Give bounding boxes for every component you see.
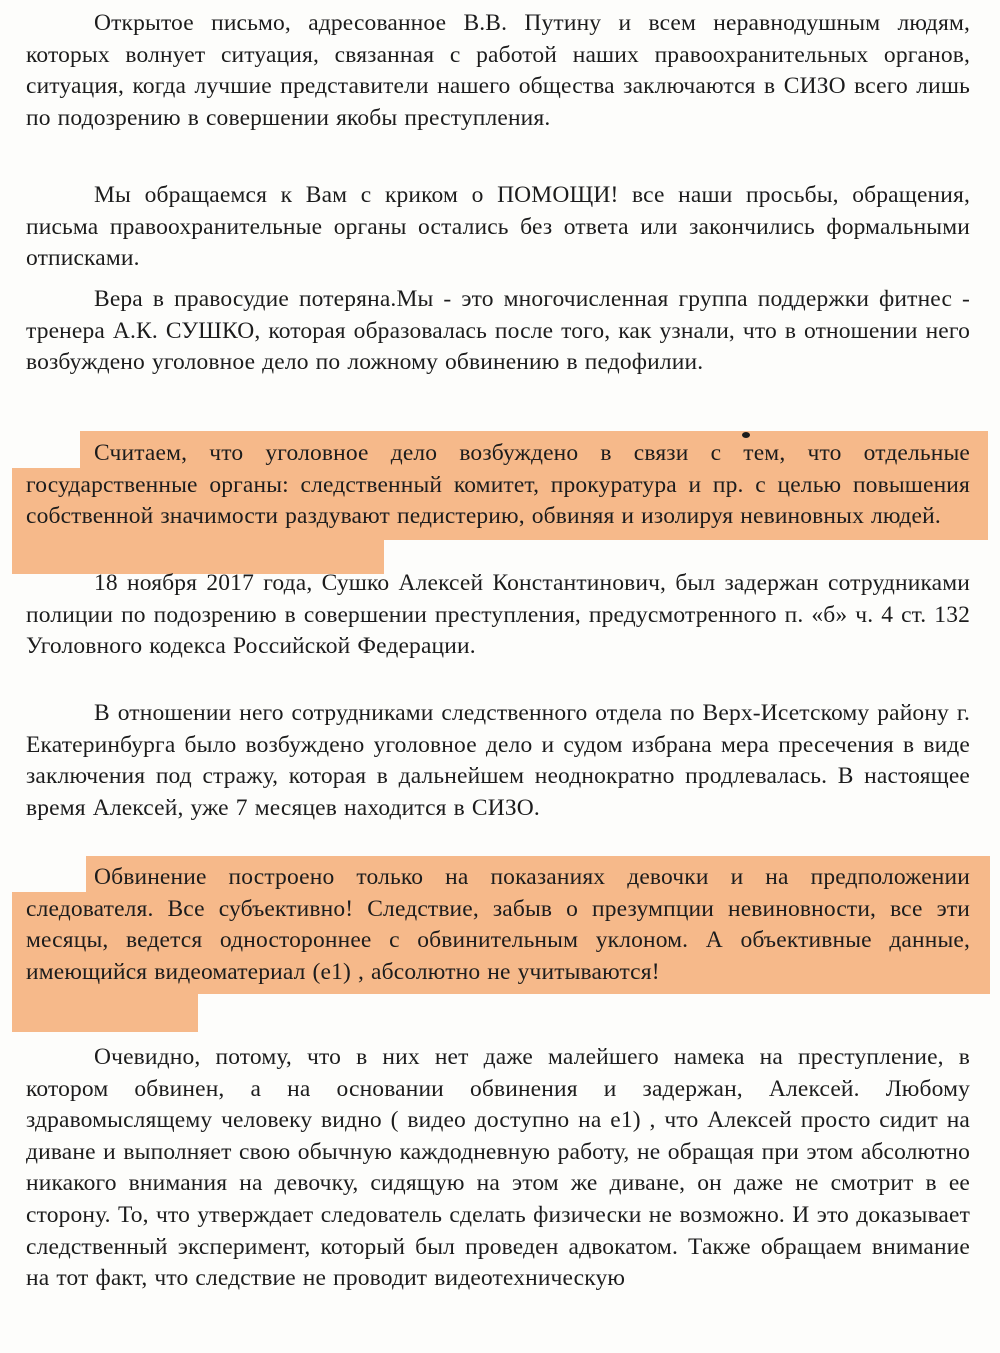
paragraph-open-letter: Открытое письмо, адресованное В.В. Путину и всем неравнодушным людям, которых волнует ситуация, связанная с работой наших правоохранительных органов, ситуация, когда лучшие представители нашего общества заключаются в СИЗО всего лишь по подозрению в совершении якобы преступления. <box>26 10 970 131</box>
paragraph-plea-for-help: Мы обращаемся к Вам с криком о ПОМОЩИ! все наши просьбы, обращения, письма правоохранительные органы остались без ответа или закончились формальными отписками. <box>26 182 970 272</box>
paragraph-video-evidence: Очевидно, потому, что в них нет даже малейшего намека на преступление, в котором обвинен, а на основании обвинения и задержан, Алексей. Любому здравомыслящему человеку видно ( видео доступно на е1) , что Алексей просто сидит на диване и выполняет свою обычную каждодневную работу, не обращая при этом абсолютно никакого внимания на девочку, сидящую на этом же диване, он даже не смотрит в ее сторону. То, что утверждает следователь сделать физически не возможно. И это доказывает следственный эксперимент, который был проведен адвокатом. Также обращаем внимание на тот факт, что следствие не проводит видеотехническую <box>26 1044 970 1292</box>
paragraph-highlighted-claim: Считаем, что уголовное дело возбуждено в связи с тем, что отдельные государственные органы: следственный комитет, прокуратура и пр. с целью повышения собственной значимости раздувают педистерию, обвиняя и изолируя невиновных людей. <box>26 440 970 530</box>
highlight-mark <box>12 988 198 1032</box>
paragraph-highlighted-accusation: Обвинение построено только на показаниях девочки и на предположении следователя. Все субъективно! Следствие, забыв о презумпции невиновности, все эти месяцы, ведется одностороннее с обвинительным уклоном. А объективные данные, имеющийся видеоматериал (е1) , абсолютно не учитываются! <box>26 864 970 985</box>
paragraph-detention: 18 ноября 2017 года, Сушко Алексей Константинович, был задержан сотрудниками полиции по подозрению в совершении преступления, предусмотренного п. «б» ч. 4 ст. 132 Уголовного кодекса Российской Федерации. <box>26 570 970 660</box>
paragraph-criminal-case: В отношении него сотрудниками следственного отдела по Верх-Исетскому району г. Екатеринбурга было возбуждено уголовное дело и судом избрана мера пресечения в виде заключения под стражу, которая в дальнейшем неоднократно продлевалась. В настоящее время Алексей, уже 7 месяцев находится в СИЗО. <box>26 700 970 821</box>
pen-dot-mark <box>742 432 750 438</box>
paragraph-support-group: Вера в правосудие потеряна.Мы - это многочисленная группа поддержки фитнес - тренера А.К. СУШКО, которая образовалась после того, как узнали, что в отношении него возбуждено уголовное дело по ложному обвинению в педофилии. <box>26 286 970 376</box>
